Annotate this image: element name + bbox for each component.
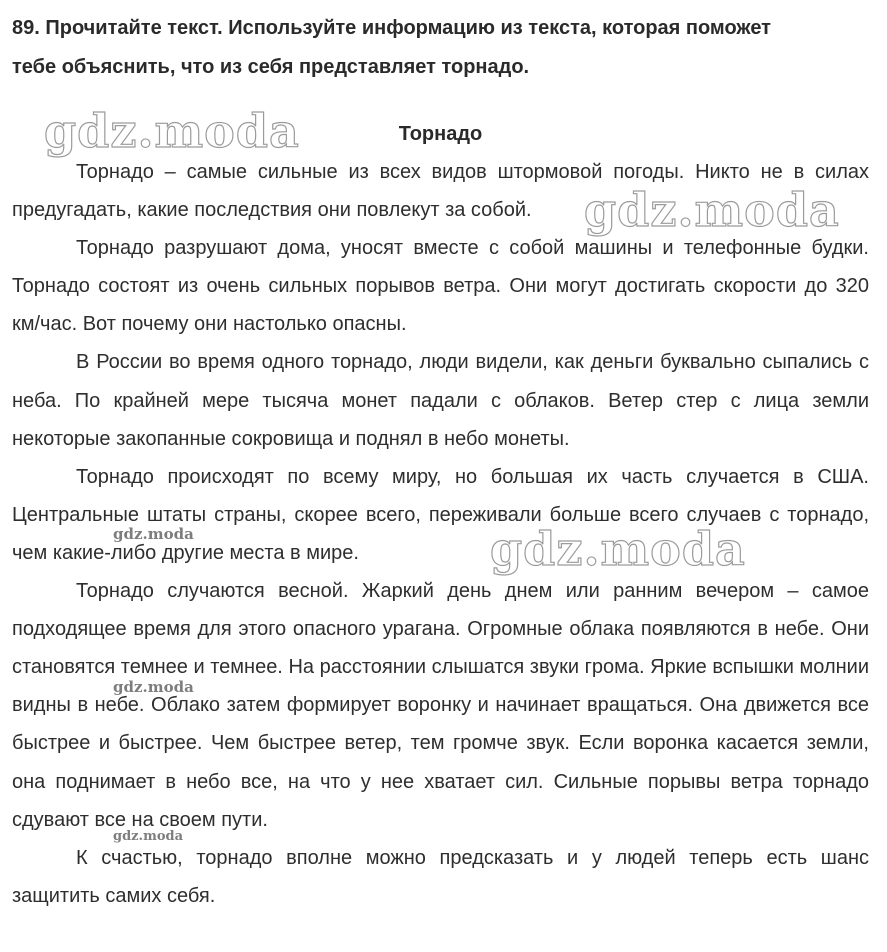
text-title-label: Торнадо xyxy=(398,123,483,145)
watermark-logo: gdz.moda xyxy=(584,183,840,237)
watermark-logo: gdz.moda xyxy=(44,104,300,158)
watermark-logo-small: gdz.moda xyxy=(113,678,194,696)
watermark-logo-small: gdz.moda xyxy=(113,829,184,844)
paragraph-5: Торнадо случаются весной. Жаркий день днем или ранним вечером – самое подходящее время для этого опасного урагана. Огромные облака появляются в небе. Они становятся темнее и темнее. На расстоянии слышатся звуки грома. Яркие вспышки молнии видны в небе. Облако затем формирует воронку и начинает вращаться. Она движется все быстрее и быстрее. Чем быстрее ветер, тем громче звук. Если воронка касается земли, она поднимает в небо все, на что у нее хватает сил. Сильные порывы ветра торнадо сдувают все на своем пути. xyxy=(12,580,869,831)
task-line-2: тебе объяснить, что из себя представляет торнадо. xyxy=(12,56,530,78)
paragraph-3: В России во время одного торнадо, люди видели, как деньги буквально сыпались с неба. По крайней мере тысяча монет падали с облаков. Ветер стер с лица земли некоторые закопанные сокровища и поднял в небо монеты. xyxy=(12,351,869,450)
watermark-logo-small: gdz.moda xyxy=(113,525,194,543)
paragraph-1: Торнадо – самые сильные из всех видов штормовой погоды. Никто не в силах предугадать, какие последствия они повлекут за собой. xyxy=(12,161,869,222)
paragraph-4: Торнадо происходят по всему миру, но большая их часть случается в США. Центральные штаты страны, скорее всего, переживали больше всего случаев с торнадо, чем какие-либо другие места в мире. xyxy=(12,465,869,564)
paragraph-2: Торнадо разрушают дома, уносят вместе с собой машины и телефонные будки. Торнадо состоят из очень сильных порывов ветра. Они могут достигать скорости до 320 км/час. Вот почему они настолько опасны. xyxy=(12,237,869,336)
task-instruction xyxy=(12,9,872,87)
watermark-logo: gdz.moda xyxy=(490,522,746,576)
task-line-1: 89. Прочитайте текст. Используйте информацию из текста, которая поможет xyxy=(12,17,771,39)
paragraph-6: К счастью, торнадо вполне можно предсказать и у людей теперь есть шанс защитить самих себя. xyxy=(12,846,869,907)
